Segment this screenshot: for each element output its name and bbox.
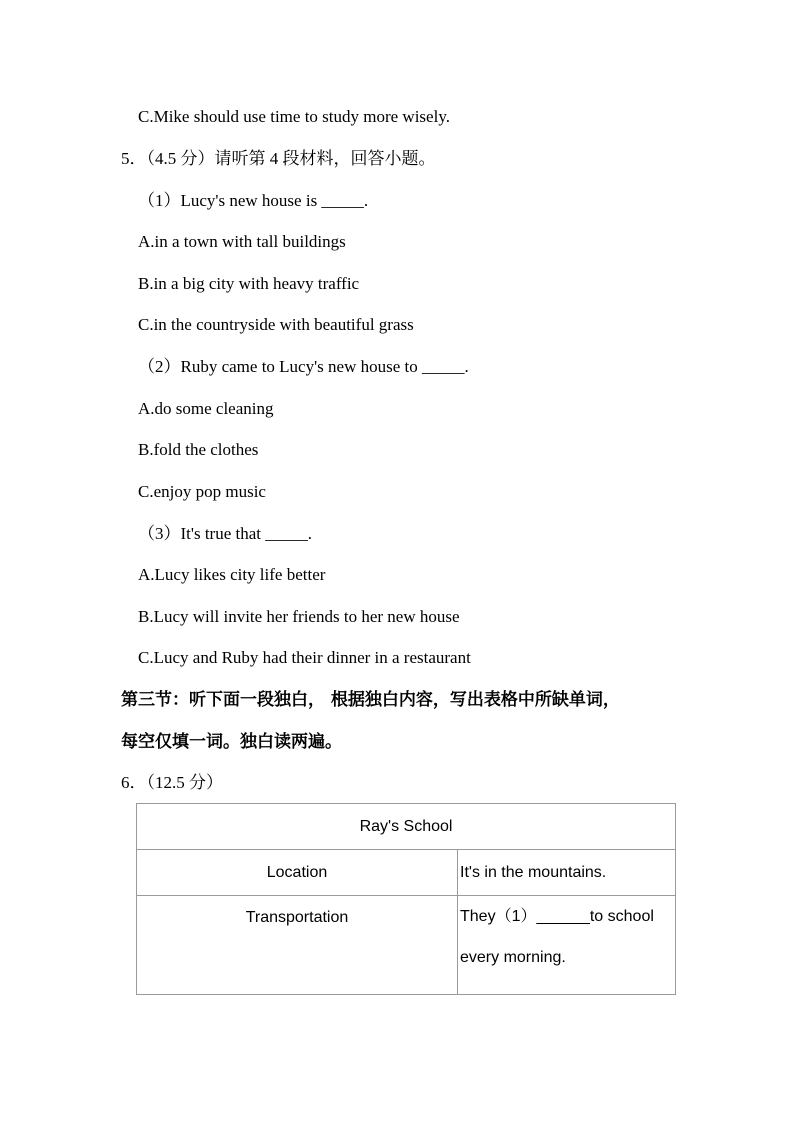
q5-sub3-option-a: A.Lucy likes city life better <box>138 565 326 584</box>
q5-sub3-option-c: C.Lucy and Ruby had their dinner in a restaurant <box>138 648 471 667</box>
q5-sub1-option-b: B.in a big city with heavy traffic <box>138 274 360 293</box>
q5-heading: 5．（4.5 分）请听第 4 段材料，回答小题。 <box>121 149 436 168</box>
table-title: Ray's School <box>137 804 676 850</box>
q6-heading: 6．（12.5 分） <box>121 773 223 792</box>
q4-option-c: C.Mike should use time to study more wisely. <box>138 107 450 126</box>
location-value: It's in the mountains. <box>458 850 676 896</box>
q5-sub2-option-a: A.do some cleaning <box>138 399 274 418</box>
transportation-value-line1: They（1）______to school <box>460 908 654 925</box>
q5-sub3-question: （3）It's true that _____. <box>138 524 312 543</box>
transportation-value-line2: every morning. <box>460 949 566 966</box>
q5-sub3-option-b: B.Lucy will invite her friends to her new house <box>138 607 460 626</box>
q5-sub1-option-a: A.in a town with tall buildings <box>138 232 346 251</box>
transportation-label: Transportation <box>137 896 458 995</box>
location-label: Location <box>137 850 458 896</box>
table-row <box>137 850 676 896</box>
table-row <box>137 896 676 995</box>
q5-sub1-question: （1）Lucy's new house is _____. <box>138 191 369 210</box>
q5-sub1-option-c: C.in the countryside with beautiful grass <box>138 315 414 334</box>
q5-sub2-option-b: B.fold the clothes <box>138 440 259 459</box>
q5-sub2-option-c: C.enjoy pop music <box>138 482 266 501</box>
q5-sub2-question: （2）Ruby came to Lucy's new house to _____. <box>138 357 469 376</box>
table-title-row <box>137 804 676 850</box>
rays-school-table <box>136 803 676 995</box>
section3-instruction-line2: 每空仅填一词。独白读两遍。 <box>121 732 342 752</box>
transportation-value <box>458 896 676 995</box>
section3-instruction-line1: 第三节：听下面一段独白， 根据独白内容，写出表格中所缺单词， <box>121 690 620 710</box>
